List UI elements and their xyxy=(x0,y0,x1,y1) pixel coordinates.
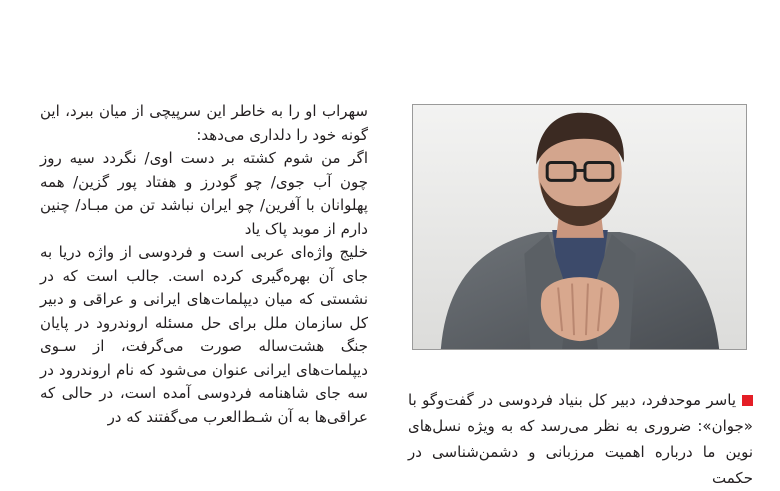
photo-caption xyxy=(408,387,753,491)
portrait-illustration xyxy=(413,105,746,349)
caption-marker-icon xyxy=(742,395,753,406)
article-body-column xyxy=(40,100,368,429)
portrait-photo xyxy=(412,104,747,350)
body-paragraph-1: سهراب او را به خاطر این سرپیچی از میان ببرد، این گونه خود را دلداری می‌دهد: xyxy=(40,102,368,144)
body-paragraph-2: اگر من شوم کشته بر دست اوی/ نگردد سیه روز چون آب جوی/ چو گودرز و هفتاد پور گزین/ همه پهلوانان با آفرین/ چو ایران نباشد تن من مبـاد/ چنین دارم از موبد پاک یاد xyxy=(40,149,368,238)
body-paragraph-3: خلیج واژه‌ای عربی است و فردوسی از واژه دریا به جای آن بهره‌گیری کرده است. جالب است که در نشستی که میان دیپلمات‌های ایرانی و عراقی و دبیر کل سازمان ملل برای حل مسئله اروندرود در پایان جنگ هشت‌ساله صورت می‌گرفت، از سـوی دیپلمات‌های ایرانی عنوان می‌شود که نام اروندرود در سه جای شاهنامه فردوسی آمده است، در حالی که عراقی‌ها به آن شـط‌العرب می‌گفتند که در xyxy=(40,243,368,426)
caption-text: یاسر موحدفرد، دبیر کل بنیاد فردوسی در گفت‌وگو با «جوان»: ضروری به نظر می‌رسد که به ویژه نسل‌های نوین ما درباره اهمیت مرزبانی و دشمن‌شناسی در حکمت xyxy=(408,391,753,487)
